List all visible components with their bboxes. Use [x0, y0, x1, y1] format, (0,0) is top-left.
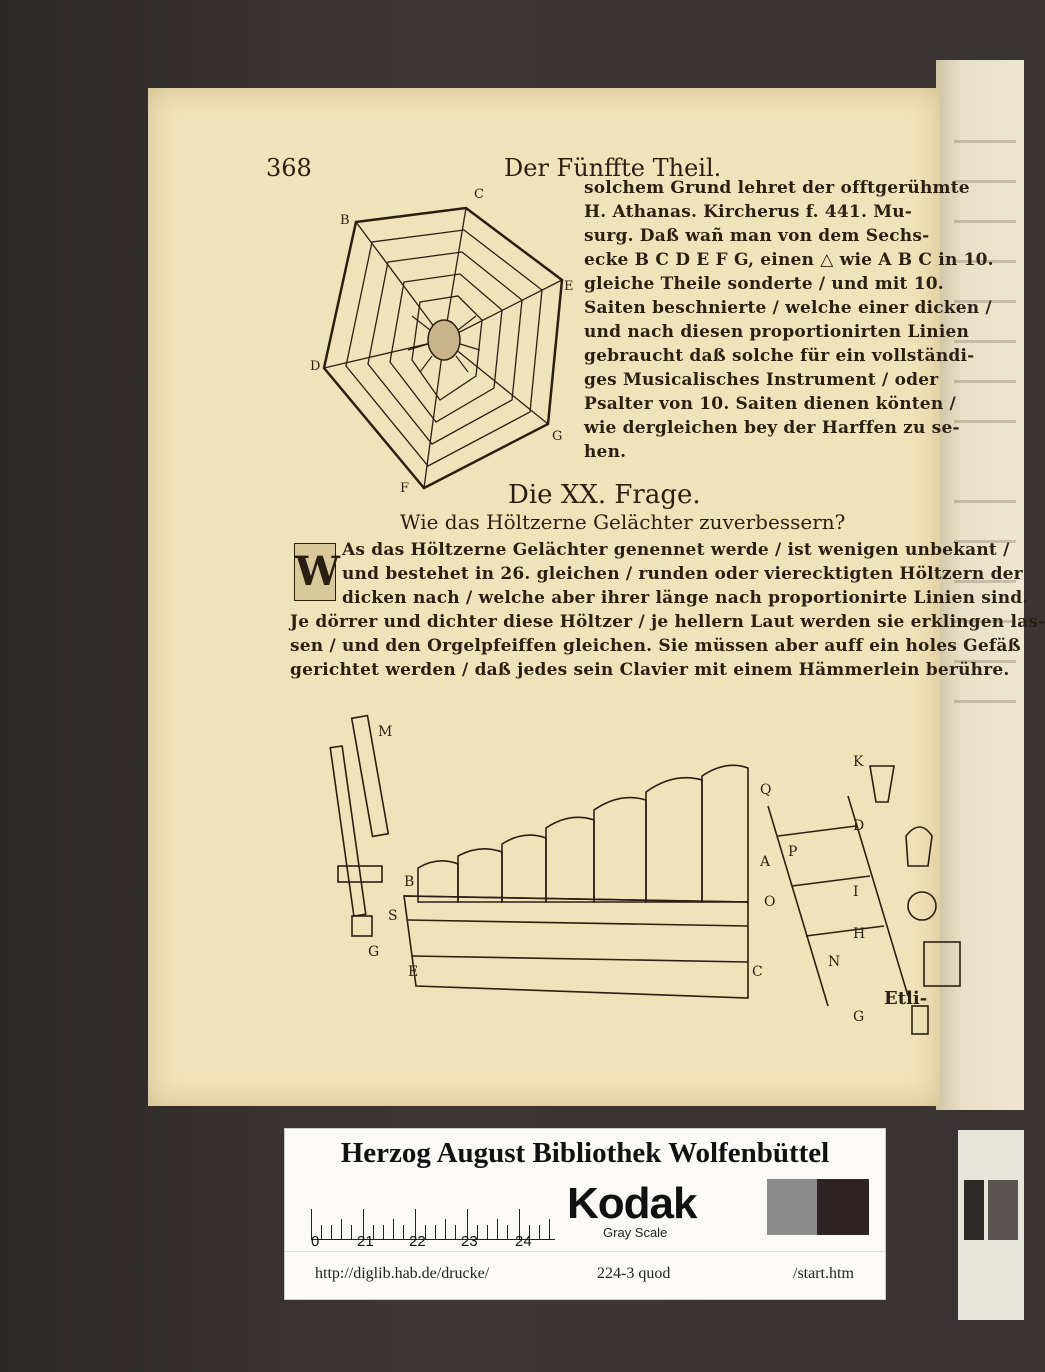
catchword: Etli- [884, 988, 928, 1009]
hex-label-g: G [552, 429, 563, 444]
text-line: H. Athanas. Kircherus f. 441. Mu- [584, 202, 913, 222]
ruler-number: 22 [409, 1233, 426, 1250]
text-line: gleiche Theile sonderte / und mit 10. [584, 274, 944, 294]
gray-scale-label: Gray Scale [603, 1225, 668, 1240]
library-label-card [284, 1128, 886, 1300]
running-header: Der Fünffte Theil. [504, 154, 722, 182]
ruler-number: 0 [311, 1233, 320, 1250]
url-middle: 224-3 quod [597, 1265, 671, 1282]
figure-label: G [853, 1009, 865, 1025]
hex-label-f: F [400, 481, 410, 496]
url-right: /start.htm [793, 1265, 854, 1282]
text-line: und nach diesen proportionirten Linien [584, 322, 970, 342]
text-line: wie dergleichen bey der Harffen zu se- [584, 418, 960, 438]
page-number: 368 [266, 154, 312, 182]
figure-label: B [404, 874, 415, 890]
figure-label: N [828, 954, 841, 970]
figure-label: I [853, 884, 859, 900]
kodak-logo: Kodak [567, 1179, 697, 1228]
figure-label: K [853, 754, 864, 770]
url-left[interactable]: http://diglib.hab.de/drucke/ [315, 1265, 490, 1282]
text-line: ecke B C D E F G, einen △ wie A B C in 10. [584, 250, 994, 270]
hex-label-c: C [474, 187, 484, 202]
figure-label: Q [760, 782, 772, 798]
text-line: Je dörrer und dichter diese Höltzer / je hellern Laut werden sie erklingen las- [290, 612, 1045, 632]
figure-label: H [853, 926, 866, 942]
text-line: hen. [584, 442, 627, 462]
book-page [148, 88, 1045, 1106]
text-line: Saiten beschnierte / welche einer dicken / [584, 298, 992, 318]
section-title: Die XX. Frage. [508, 480, 701, 510]
text-line: ges Musicalisches Instrument / oder [584, 370, 939, 390]
black-swatch [817, 1179, 869, 1235]
text-line: dicken nach / welche aber ihrer länge nach proportionirte Linien sind. [342, 588, 1029, 608]
xylophone-illustration [308, 706, 868, 1026]
gray-swatch [767, 1179, 817, 1235]
text-line: gerichtet werden / daß jedes sein Clavier mit einem Hämmerlein berühre. [290, 660, 1010, 680]
figure-label: M [378, 724, 393, 740]
figure-label: O [764, 894, 776, 910]
text-line: As das Höltzerne Gelächter genennet werde / ist wenigen unbekant / [342, 540, 1010, 560]
library-title: Herzog August Bibliothek Wolfenbüttel [340, 1137, 830, 1169]
text-line: solchem Grund lehret der offtgerühmte [584, 178, 970, 198]
text-line: Psalter von 10. Saiten dienen könten / [584, 394, 956, 414]
figure-label: P [788, 844, 798, 860]
hex-label-e: E [564, 279, 574, 294]
text-line: surg. Daß wañ man von dem Sechs- [584, 226, 930, 246]
hex-label-b: B [340, 213, 350, 228]
hexagon-web-figure [310, 187, 576, 496]
figure-label: D [853, 818, 865, 834]
figure-label: G [368, 944, 380, 960]
figure-label: A [760, 854, 771, 870]
adjacent-page-edge [936, 60, 1024, 1110]
text-line: gebraucht daß solche für ein vollständi- [584, 346, 975, 366]
figure-label: E [408, 964, 419, 980]
section-subtitle: Wie das Höltzerne Gelächter zuverbessern? [400, 510, 846, 534]
adjacent-label-fragment [958, 1130, 1024, 1320]
hex-label-d: D [310, 359, 321, 374]
figure-label: C [752, 964, 763, 980]
drop-capital: W [294, 543, 336, 601]
ruler-number: 24 [515, 1233, 532, 1250]
text-line: und bestehet in 26. gleichen / runden oder vierecktigten Höltzern der [342, 564, 1023, 584]
figure-label: S [388, 908, 398, 924]
ruler-number: 23 [461, 1233, 478, 1250]
text-line: sen / und den Orgelpfeiffen gleichen. Sie müssen aber auff ein holes Gefäß [290, 636, 1021, 656]
ruler-number: 21 [357, 1233, 374, 1250]
